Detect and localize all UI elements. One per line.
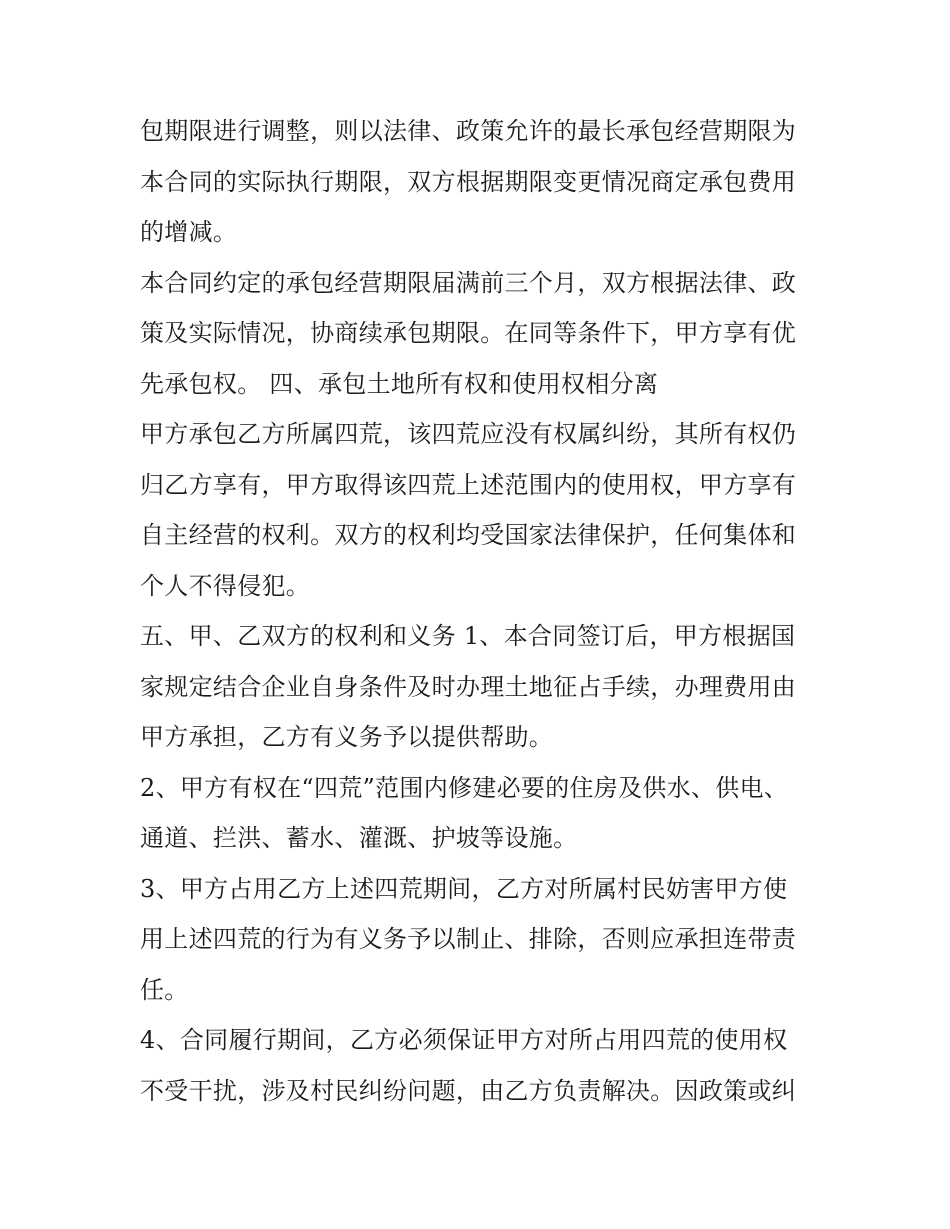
text-line: 甲方承包乙方所属四荒，该四荒应没有权属纠纷，其所有权仍: [140, 420, 797, 448]
contract-text: [140, 106, 820, 1116]
text-line: 策及实际情况，协商续承包期限。在同等条件下，甲方享有优: [140, 319, 797, 347]
text-line: 用上述四荒的行为有义务予以制止、排除，否则应承担连带责: [140, 925, 797, 953]
text-line: 归乙方享有，甲方取得该四荒上述范围内的使用权，甲方享有: [140, 470, 797, 499]
text-line: 自主经营的权利。双方的权利均受国家法律保护，任何集体和: [140, 521, 797, 549]
text-line: 个人不得侵犯。: [140, 571, 311, 600]
text-line: 家规定结合企业自身条件及时办理土地征占手续，办理费用由: [140, 672, 797, 701]
text-line: 2、甲方有权在“四荒”范围内修建必要的住房及供水、供电、: [140, 773, 789, 802]
text-line: 任。: [140, 975, 189, 1004]
text-line: 3、甲方占用乙方上述四荒期间，乙方对所属村民妨害甲方使: [140, 874, 788, 903]
text-line: 包期限进行调整，则以法律、政策允许的最长承包经营期限为: [140, 117, 797, 145]
text-line: 的增减。: [140, 218, 238, 246]
text-line: 不受干扰，涉及村民纠纷问题，由乙方负责解决。因政策或纠: [140, 1076, 797, 1105]
text-line: 甲方承担，乙方有义务予以提供帮助。: [140, 723, 554, 751]
text-line: 4、合同履行期间，乙方必须保证甲方对所占用四荒的使用权: [140, 1026, 788, 1054]
text-line: 本合同的实际执行期限，双方根据期限变更情况商定承包费用: [140, 167, 797, 196]
text-line: 先承包权。 四、承包土地所有权和使用权相分离: [140, 369, 659, 398]
text-line: 本合同约定的承包经营期限届满前三个月，双方根据法律、政: [140, 268, 797, 297]
text-line: 通道、拦洪、蓄水、灌溉、护坡等设施。: [140, 824, 578, 852]
text-line: 五、甲、乙双方的权利和义务 1、本合同签订后，甲方根据国: [140, 622, 796, 650]
